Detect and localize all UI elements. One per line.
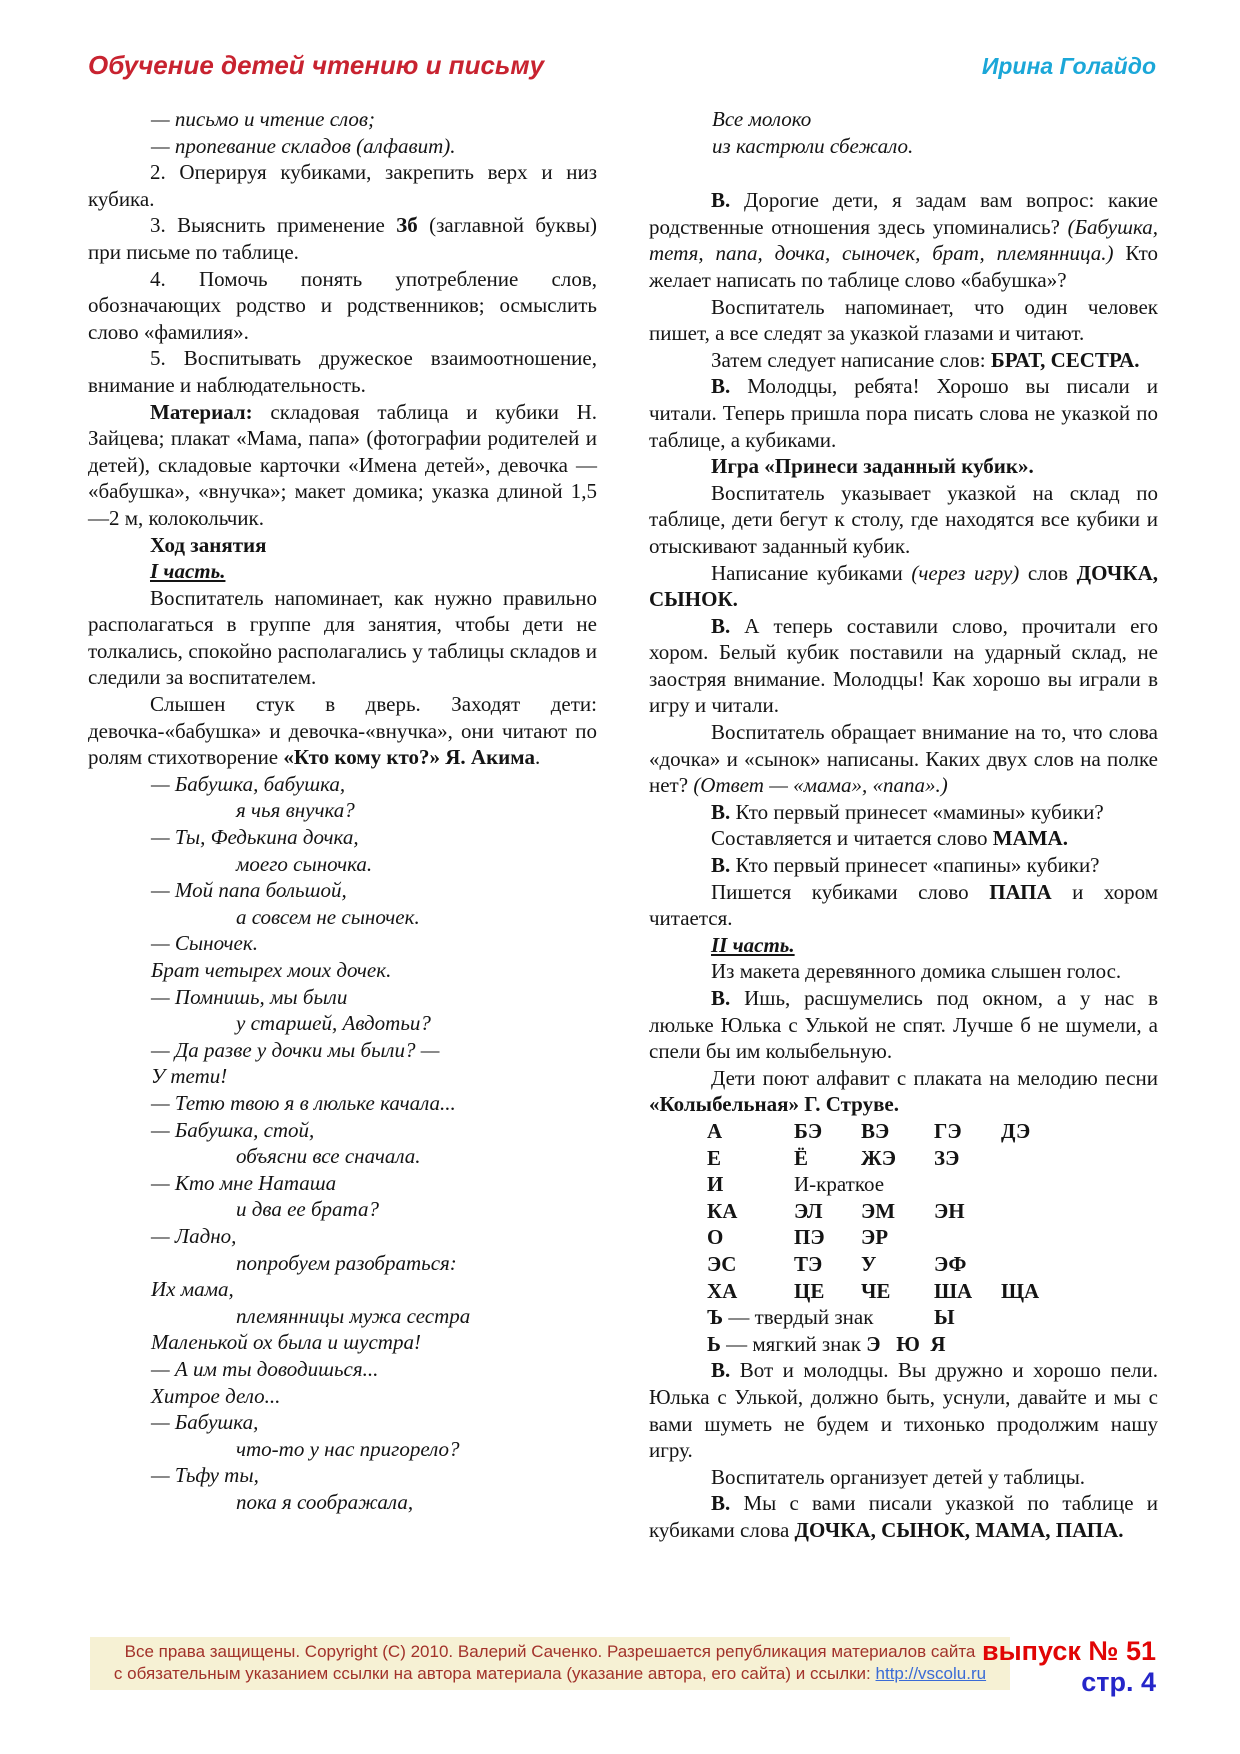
poem-line: — Тетю твою я в люльке качала... xyxy=(151,1090,456,1115)
alphabet-cell: ГЭ xyxy=(934,1118,962,1143)
alphabet-row xyxy=(707,1118,1158,1145)
alphabet-table xyxy=(707,1118,1158,1357)
bold-text: Материал: xyxy=(150,399,253,424)
footer-line1: Все права защищены. Copyright (C) 2010. Валерий Саченко. Разрешается републикация материалов сайта xyxy=(124,1642,976,1661)
poem-line: Все молоко xyxy=(712,107,812,131)
alphabet-cell: ЭФ xyxy=(934,1251,967,1276)
poem-line-continuation: у старшей, Авдотьи? xyxy=(236,1011,431,1036)
alphabet-row-soft-sign xyxy=(707,1331,1158,1358)
alphabet-cell: Ё xyxy=(794,1145,809,1170)
text: Воспитатель напоминает, как нужно правильно располагаться в группе для занятия, чтобы дети не толкались, спокойно располагались у таблицы складов и следили за воспитателем. xyxy=(88,585,597,690)
text: 2. Оперируя кубиками, закрепить верх и низ кубика. xyxy=(88,160,597,211)
poem-line: Хитрое дело... xyxy=(151,1383,281,1408)
poem-line: — Бабушка, бабушка, xyxy=(151,771,346,796)
text: Воспитатель напоминает, что один человек пишет, а все следят за указкой глазами и читают. xyxy=(649,294,1158,346)
paragraph xyxy=(649,879,1158,932)
page-header xyxy=(88,50,1156,81)
poem-line-continuation: пока я соображала, xyxy=(236,1489,414,1514)
bold-text: Зб xyxy=(396,213,418,238)
paragraph xyxy=(88,212,597,265)
alphabet-cell: ВЭ xyxy=(861,1118,890,1143)
alphabet-cell: ЭМ xyxy=(861,1198,896,1223)
left-column xyxy=(88,106,597,1543)
text: Вот и молодцы. Вы дружно и хорошо пели. Юлька с Улькой, должно быть, уснули, давайте и мы с вами шуметь не будем и тихонько продолжим нашу игру. xyxy=(649,1358,1158,1463)
paragraph xyxy=(649,294,1158,347)
alphabet-cell: И-краткое xyxy=(794,1172,885,1197)
paragraph xyxy=(649,453,1158,480)
bold-text: «Колыбельная» Г. Струве. xyxy=(649,1092,899,1117)
italic-text: (Ответ — «мама», «папа».) xyxy=(693,773,948,798)
text: складовая таблица и кубики Н. Зайцева; плакат «Мама, папа» (фотографии родителей и детей), складовые карточки «Имена детей», девочка — «бабушка», «внучка»; макет домика; указка длиной 1,5—2 м, колокольчик. xyxy=(88,399,597,530)
bold-text: В. xyxy=(711,188,731,213)
paragraph xyxy=(649,1065,1158,1118)
footer-line2-text: с обязательным указанием ссылки на автора материала (указание автора, его сайта) и ссылки: xyxy=(113,1664,876,1683)
text: Кто первый принесет «мамины» кубики? xyxy=(730,799,1104,824)
paragraph xyxy=(649,852,1158,879)
paragraph xyxy=(649,1464,1158,1491)
poem-line: — Помнишь, мы были xyxy=(151,984,348,1009)
alphabet-row xyxy=(707,1224,1158,1251)
poem-line-continuation: моего сыночка. xyxy=(236,851,373,876)
text: Воспитатель обращает внимание на то, что слова «дочка» и «сынок» написаны. Каких двух слов на полке нет? xyxy=(649,720,1158,798)
paragraph xyxy=(649,560,1158,613)
poem-line: — Ладно, xyxy=(151,1223,237,1248)
text: Воспитатель указывает указкой на склад по таблице, дети бегут к столу, где находятся все кубики и отыскивают заданный кубик. xyxy=(649,480,1158,558)
text: . xyxy=(534,745,541,770)
poem-line: Брат четырех моих дочек. xyxy=(151,958,392,982)
alphabet-cell: ЦЕ xyxy=(794,1278,825,1303)
paragraph xyxy=(649,613,1158,719)
alphabet-cell: ЭЛ xyxy=(794,1198,823,1223)
poem-line: Их мама, xyxy=(151,1277,234,1302)
page-title: Обучение детей чтению и письму xyxy=(88,50,545,80)
paragraph xyxy=(649,799,1158,826)
bold-text: В. xyxy=(711,1358,731,1383)
alphabet-row xyxy=(707,1198,1158,1225)
footer-issue-block xyxy=(982,1636,1156,1698)
footer-line2 xyxy=(90,1663,1010,1685)
poem-line: — Да разве у дочки мы были? — xyxy=(151,1037,440,1062)
text: 4. Помочь понять употребление слов, обозначающих родство и родственников; осмыслить слово «фамилия». xyxy=(88,266,597,344)
alphabet-cell: ХА xyxy=(707,1278,738,1303)
alphabet-cell: ДЭ xyxy=(1001,1118,1031,1143)
alphabet-cell: О xyxy=(707,1225,724,1250)
alphabet-cell: ПЭ xyxy=(794,1225,825,1250)
paragraph xyxy=(649,187,1158,293)
text: 5. Воспитывать дружеское взаимоотношение, внимание и наблюдательность. xyxy=(88,346,597,397)
alphabet-cell: ША xyxy=(934,1278,973,1303)
text: Кто первый принесет «папины» кубики? xyxy=(730,853,1100,878)
alphabet-row xyxy=(707,1145,1158,1172)
text: Молодцы, ребята! Хорошо вы писали и читали. Теперь пришла пора писать слова не указкой по таблице, а кубиками. xyxy=(649,374,1158,452)
alphabet-cell: Е xyxy=(707,1145,722,1170)
alphabet-cell: А xyxy=(707,1118,723,1143)
paragraph xyxy=(88,345,597,398)
paragraph xyxy=(649,373,1158,453)
part-heading xyxy=(711,932,1158,959)
alphabet-cell: ЭН xyxy=(934,1198,965,1223)
alphabet-row xyxy=(707,1278,1158,1305)
bold-text: В. xyxy=(711,799,731,824)
poem-line: — Ты, Федькина дочка, xyxy=(151,825,359,850)
text: (заглавной буквы) при письме по таблице. xyxy=(88,213,597,264)
poem-line: Маленькой ох была и шустра! xyxy=(151,1330,421,1355)
letter: Ъ xyxy=(707,1305,724,1330)
poem-line: — пропевание складов (алфавит). xyxy=(151,133,456,158)
author-name: Ирина Голайдо xyxy=(981,53,1156,79)
alphabet-cell: ТЭ xyxy=(794,1251,823,1276)
bold-text: «Кто кому кто?» Я. Акима xyxy=(283,745,535,770)
text: 3. Выяснить применение xyxy=(150,213,397,238)
text-columns xyxy=(88,106,1158,1543)
poem-line: — Бабушка, xyxy=(151,1410,259,1435)
alphabet-cell: КА xyxy=(707,1198,738,1223)
paragraph xyxy=(649,985,1158,1065)
part-heading-text: II часть. xyxy=(711,932,795,957)
text: Кто желает написать по таблице слово «бабушка»? xyxy=(649,241,1158,292)
paragraph xyxy=(649,958,1158,985)
alphabet-cell: ЖЭ xyxy=(861,1145,897,1170)
poem-line: — Кто мне Наташа xyxy=(151,1170,337,1195)
alphabet-cell: ЭР xyxy=(861,1225,889,1250)
bold-text: В. xyxy=(711,853,731,878)
poem-line: — Тьфу ты, xyxy=(151,1463,259,1488)
poem-line-continuation: и два ее брата? xyxy=(236,1197,379,1222)
letter-tail: Э Ю Я xyxy=(866,1331,946,1356)
letter-tail: Ы xyxy=(934,1305,955,1330)
text: и хором читается. xyxy=(649,879,1159,931)
bold-text: ДОЧКА, СЫНОК. xyxy=(649,560,1158,612)
spacer xyxy=(649,159,1158,187)
text: Пишется кубиками слово xyxy=(711,879,990,904)
bold-text: В. xyxy=(711,374,731,399)
paragraph xyxy=(649,480,1158,560)
text: А теперь составили слово, прочитали его хором. Белый кубик поставили на ударный склад, не заостряя внимание. Молодцы! Как хорошо вы играли в игру и читали. xyxy=(649,613,1158,718)
right-column xyxy=(649,106,1158,1543)
text: Ишь, расшумелись под окном, а у нас в люльке Юлька с Улькой не спят. Лучше б не шумели, а спели бы им колыбельную. xyxy=(649,986,1158,1064)
paragraph xyxy=(88,585,597,691)
paragraph xyxy=(649,347,1158,374)
alphabet-cell: ЗЭ xyxy=(934,1145,960,1170)
alphabet-cell: ЭС xyxy=(707,1251,737,1276)
poem-line-continuation: попробуем разобраться: xyxy=(236,1250,457,1275)
paragraph xyxy=(88,399,597,532)
text: Дети поют алфавит с плаката на мелодию песни xyxy=(711,1065,1158,1090)
bold-text: В. xyxy=(711,613,731,638)
footer-link[interactable]: http://vscolu.ru xyxy=(875,1664,987,1683)
poem-line-continuation: объясни все сначала. xyxy=(236,1144,421,1169)
poem-line: У тети! xyxy=(151,1064,228,1089)
poem-line-continuation: что-то у нас пригорело? xyxy=(236,1436,460,1461)
poem-line: — Мой папа большой, xyxy=(151,878,347,903)
paragraph xyxy=(649,719,1158,799)
bold-text: МАМА. xyxy=(992,826,1068,851)
text: Написание кубиками xyxy=(711,560,912,585)
text: слов xyxy=(1019,560,1077,585)
letter: Ь xyxy=(707,1331,721,1356)
paragraph xyxy=(649,825,1158,852)
text: Мы с вами писали указкой по таблице и кубиками слова xyxy=(649,1491,1158,1542)
poem-line-continuation: а совсем не сыночек. xyxy=(236,904,420,929)
part-heading xyxy=(150,558,597,585)
alphabet-cell: ЩА xyxy=(1001,1278,1040,1303)
text: Воспитатель организует детей у таблицы. xyxy=(711,1464,1086,1489)
text: Слышен стук в дверь. Заходят дети: девочка-«бабушка» и девочка-«внучка», они читают по ролям стихотворение xyxy=(88,692,597,770)
bold-text: Игра «Принеси заданный кубик». xyxy=(711,454,1034,479)
paragraph xyxy=(88,691,597,771)
letter-label: — мягкий знак xyxy=(720,1331,867,1356)
alphabet-row xyxy=(707,1171,1158,1198)
alphabet-row xyxy=(707,1251,1158,1278)
text: Составляется и читается слово xyxy=(711,826,993,851)
bold-text: В. xyxy=(711,986,731,1010)
poem-line: — Сыночек. xyxy=(151,931,258,956)
poem-line: — Бабушка, стой, xyxy=(151,1117,315,1142)
paragraph xyxy=(88,159,597,212)
section-heading: Ход занятия xyxy=(150,532,267,557)
footer-copyright xyxy=(90,1637,1010,1690)
text: Затем следует написание слов: xyxy=(711,347,991,372)
text: Дорогие дети, я задам вам вопрос: какие родственные отношения здесь упоминались? xyxy=(649,188,1158,239)
bold-text: ПАПА xyxy=(989,879,1052,904)
poem-line: — письмо и чтение слов; xyxy=(151,107,376,131)
issue-number: выпуск № 51 xyxy=(982,1636,1156,1666)
bold-text: В. xyxy=(711,1491,731,1516)
paragraph xyxy=(88,266,597,346)
paragraph xyxy=(649,1490,1158,1543)
alphabet-cell: ЧЕ xyxy=(861,1278,891,1303)
poem-line: из кастрюли сбежало. xyxy=(712,133,914,158)
paragraph xyxy=(649,1357,1158,1463)
alphabet-cell: У xyxy=(861,1251,877,1276)
poem-line-continuation: племянницы мужа сестра xyxy=(236,1303,471,1328)
letter-label: — твердый знак xyxy=(723,1305,874,1330)
alphabet-row-hard-sign xyxy=(707,1304,1158,1331)
alphabet-cell: И xyxy=(707,1172,724,1197)
poem-line: — А им ты доводишься... xyxy=(151,1356,379,1381)
poem-line-continuation: я чья внучка? xyxy=(236,798,355,823)
text: Из макета деревянного домика слышен голос. xyxy=(711,959,1122,984)
bold-text: БРАТ, СЕСТРА. xyxy=(990,347,1140,372)
bold-text: ДОЧКА, СЫНОК, МАМА, ПАПА. xyxy=(794,1517,1124,1542)
page-number: стр. 4 xyxy=(1081,1667,1156,1697)
italic-text: (Бабушка, тетя, папа, дочка, сыночек, брат, племянница.) xyxy=(649,214,1158,266)
alphabet-cell: БЭ xyxy=(794,1118,823,1143)
italic-text: (через игру) xyxy=(911,560,1020,585)
part-heading-text: I часть. xyxy=(150,559,226,584)
